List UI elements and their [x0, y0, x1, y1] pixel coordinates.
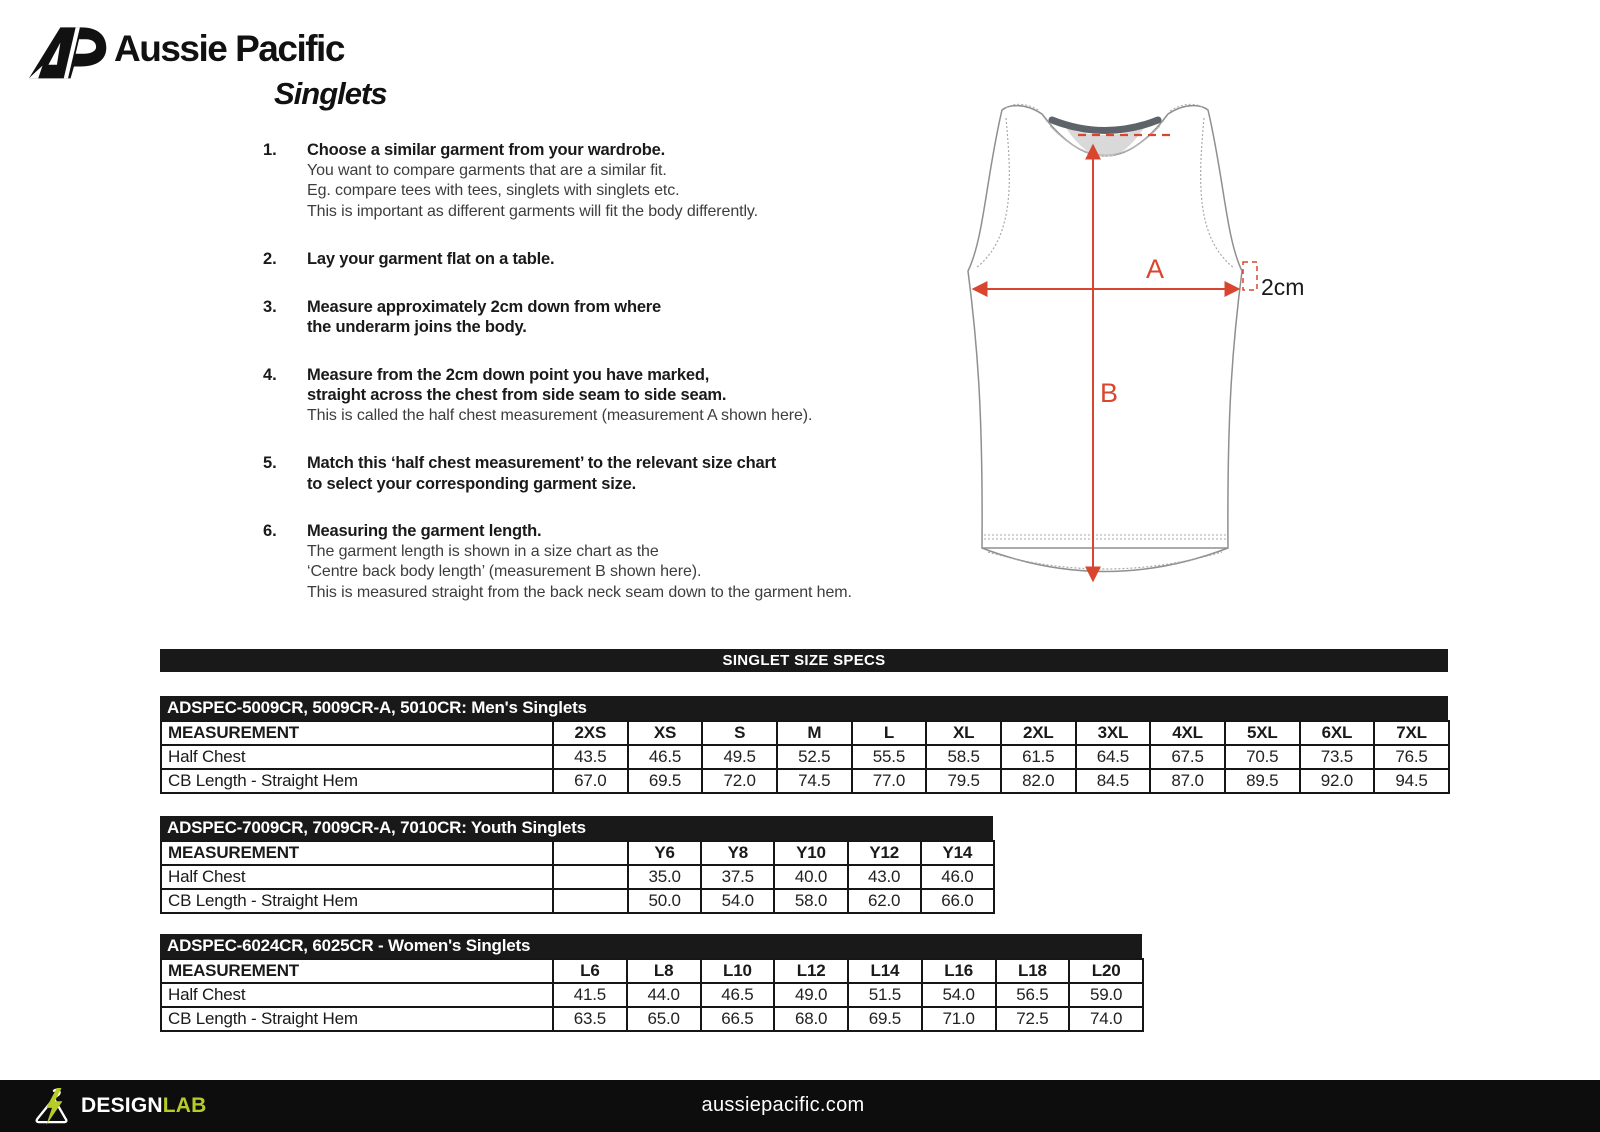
- instruction-bold-line: Measuring the garment length.: [307, 522, 542, 540]
- value-cell: 76.5: [1374, 745, 1449, 769]
- designlab-logo: [33, 1086, 206, 1126]
- two-cm-dashed-box: [1243, 262, 1257, 290]
- size-table: [160, 934, 1142, 1032]
- measure-a-label: A: [1146, 254, 1165, 284]
- value-cell: 54.0: [701, 889, 774, 913]
- instruction-item: [263, 140, 903, 222]
- table-title-bar: ADSPEC-5009CR, 5009CR-A, 5010CR: Men's Singlets: [160, 696, 1448, 720]
- instruction-bold-line: straight across the chest from side seam to side seam.: [307, 386, 727, 404]
- instruction-bold-line: Measure approximately 2cm down from where: [307, 297, 661, 316]
- size-header-cell: XS: [628, 721, 703, 745]
- measure-b-label: B: [1100, 378, 1119, 408]
- size-header-cell: L8: [627, 959, 701, 983]
- instruction-bold-line: Measure from the 2cm down point you have marked,: [307, 365, 710, 384]
- value-cell: 50.0: [628, 889, 701, 913]
- value-cell: 87.0: [1150, 769, 1225, 793]
- size-header-cell: 2XL: [1001, 721, 1076, 745]
- size-header-cell: Y6: [628, 841, 701, 865]
- size-header-cell: Y12: [848, 841, 921, 865]
- value-cell: 94.5: [1374, 769, 1449, 793]
- instruction-regular-line: The garment length is shown in a size chart as the: [307, 542, 659, 560]
- value-cell: 62.0: [848, 889, 921, 913]
- instruction-item: [263, 249, 903, 270]
- spacer-cell: [553, 889, 628, 913]
- value-cell: 67.5: [1150, 745, 1225, 769]
- measurement-header-cell: MEASUREMENT: [161, 721, 553, 745]
- instructions-list: [263, 140, 903, 630]
- instruction-text: [307, 140, 758, 222]
- instruction-bold-line: to select your corresponding garment size.: [307, 474, 637, 493]
- value-cell: 44.0: [627, 983, 701, 1007]
- size-header-cell: L18: [996, 959, 1070, 983]
- value-cell: 73.5: [1300, 745, 1375, 769]
- size-header-cell: Y14: [921, 841, 994, 865]
- value-cell: 54.0: [922, 983, 996, 1007]
- instruction-text: [307, 521, 852, 603]
- value-cell: 55.5: [852, 745, 927, 769]
- size-header-cell: M: [777, 721, 852, 745]
- value-cell: 49.5: [702, 745, 777, 769]
- value-cell: 58.0: [774, 889, 847, 913]
- instruction-item: [263, 365, 903, 427]
- value-cell: 82.0: [1001, 769, 1076, 793]
- size-header-cell: 7XL: [1374, 721, 1449, 745]
- instruction-regular-line: You want to compare garments that are a similar fit.: [307, 161, 667, 179]
- value-cell: 56.5: [996, 983, 1070, 1007]
- value-cell: 66.0: [921, 889, 994, 913]
- instruction-number: 2.: [263, 250, 277, 268]
- value-cell: 43.5: [553, 745, 628, 769]
- value-cell: 63.5: [553, 1007, 627, 1031]
- website-link[interactable]: aussiepacific.com: [701, 1094, 865, 1116]
- instruction-number: 1.: [263, 141, 277, 159]
- designlab-word-design: DESIGN: [81, 1094, 163, 1117]
- measurement-header-cell: MEASUREMENT: [161, 959, 553, 983]
- size-header-cell: L20: [1069, 959, 1143, 983]
- value-cell: 72.5: [996, 1007, 1070, 1031]
- value-cell: 35.0: [628, 865, 701, 889]
- value-cell: 58.5: [926, 745, 1001, 769]
- size-header-cell: 6XL: [1300, 721, 1375, 745]
- size-header-cell: 2XS: [553, 721, 628, 745]
- row-label-cell: Half Chest: [161, 865, 553, 889]
- instruction-bold-line: Lay your garment flat on a table.: [307, 250, 555, 268]
- value-cell: 74.5: [777, 769, 852, 793]
- value-cell: 92.0: [1300, 769, 1375, 793]
- instruction-bold-line: the underarm joins the body.: [307, 318, 527, 336]
- instruction-regular-line: This is important as different garments will fit the body differently.: [307, 202, 758, 220]
- value-cell: 41.5: [553, 983, 627, 1007]
- instruction-regular-line: This is measured straight from the back neck seam down to the garment hem.: [307, 583, 852, 601]
- collar-band: [1052, 120, 1158, 131]
- size-table: [160, 696, 1448, 794]
- value-cell: 43.0: [848, 865, 921, 889]
- value-cell: 40.0: [774, 865, 847, 889]
- value-cell: 64.5: [1076, 745, 1151, 769]
- brand-name: Aussie Pacific: [114, 28, 344, 69]
- footer-bar: [0, 1080, 1600, 1132]
- value-cell: 61.5: [1001, 745, 1076, 769]
- spacer-cell: [553, 865, 628, 889]
- value-cell: 84.5: [1076, 769, 1151, 793]
- value-cell: 79.5: [926, 769, 1001, 793]
- size-header-cell: Y8: [701, 841, 774, 865]
- instruction-bold-line: Match this ‘half chest measurement’ to the relevant size chart: [307, 454, 777, 472]
- size-header-cell: 5XL: [1225, 721, 1300, 745]
- instruction-text: [307, 453, 776, 494]
- size-header-cell: L16: [922, 959, 996, 983]
- spacer-cell: [553, 841, 628, 865]
- value-cell: 66.5: [701, 1007, 775, 1031]
- table-row: [161, 889, 994, 913]
- instruction-text: [307, 365, 812, 427]
- table-row: [161, 745, 1449, 769]
- table-row: [161, 1007, 1143, 1031]
- instruction-number: 4.: [263, 365, 277, 384]
- table-title-bar: ADSPEC-7009CR, 7009CR-A, 7010CR: Youth Singlets: [160, 816, 993, 840]
- size-table: [160, 816, 993, 914]
- table-header-row: [161, 959, 1143, 983]
- size-header-cell: L: [852, 721, 927, 745]
- instruction-text: [307, 249, 554, 270]
- value-cell: 68.0: [774, 1007, 848, 1031]
- value-cell: 70.5: [1225, 745, 1300, 769]
- instruction-number: 3.: [263, 297, 277, 316]
- row-label-cell: Half Chest: [161, 745, 553, 769]
- size-header-cell: Y10: [774, 841, 847, 865]
- instruction-item: [263, 521, 903, 603]
- value-cell: 46.5: [628, 745, 703, 769]
- value-cell: 46.5: [701, 983, 775, 1007]
- instruction-regular-line: This is called the half chest measurement (measurement A shown here).: [307, 406, 813, 424]
- value-cell: 49.0: [774, 983, 848, 1007]
- value-cell: 72.0: [702, 769, 777, 793]
- size-header-cell: 4XL: [1150, 721, 1225, 745]
- aussie-pacific-logo-icon: [28, 20, 108, 84]
- hanger-icon: [33, 1086, 71, 1126]
- value-cell: 67.0: [553, 769, 628, 793]
- table-row: [161, 983, 1143, 1007]
- size-header-cell: L10: [701, 959, 775, 983]
- instruction-number: 5.: [263, 454, 277, 472]
- value-cell: 74.0: [1069, 1007, 1143, 1031]
- row-label-cell: CB Length - Straight Hem: [161, 889, 553, 913]
- instruction-item: [263, 297, 903, 338]
- table-header-row: [161, 841, 994, 865]
- value-cell: 69.5: [848, 1007, 922, 1031]
- page-title: Singlets: [274, 76, 387, 111]
- two-cm-label: 2cm: [1261, 274, 1305, 300]
- value-cell: 69.5: [628, 769, 703, 793]
- instruction-number: 6.: [263, 522, 277, 540]
- value-cell: 71.0: [922, 1007, 996, 1031]
- table-title-bar: ADSPEC-6024CR, 6025CR - Women's Singlets: [160, 934, 1142, 958]
- instruction-text: [307, 297, 661, 338]
- size-header-cell: XL: [926, 721, 1001, 745]
- size-header-cell: 3XL: [1076, 721, 1151, 745]
- table-row: [161, 865, 994, 889]
- value-cell: 51.5: [848, 983, 922, 1007]
- instruction-regular-line: ‘Centre back body length’ (measurement B shown here).: [307, 563, 702, 580]
- value-cell: 89.5: [1225, 769, 1300, 793]
- row-label-cell: Half Chest: [161, 983, 553, 1007]
- table-row: [161, 769, 1449, 793]
- value-cell: 59.0: [1069, 983, 1143, 1007]
- row-label-cell: CB Length - Straight Hem: [161, 1007, 553, 1031]
- size-header-cell: S: [702, 721, 777, 745]
- instruction-bold-line: Choose a similar garment from your wardrobe.: [307, 141, 665, 159]
- instruction-regular-line: Eg. compare tees with tees, singlets with singlets etc.: [307, 182, 680, 199]
- value-cell: 37.5: [701, 865, 774, 889]
- size-header-cell: L14: [848, 959, 922, 983]
- value-cell: 52.5: [777, 745, 852, 769]
- value-cell: 65.0: [627, 1007, 701, 1031]
- size-header-cell: L12: [774, 959, 848, 983]
- row-label-cell: CB Length - Straight Hem: [161, 769, 553, 793]
- singlet-diagram: [950, 88, 1310, 600]
- measurement-header-cell: MEASUREMENT: [161, 841, 553, 865]
- size-header-cell: L6: [553, 959, 627, 983]
- value-cell: 77.0: [852, 769, 927, 793]
- designlab-word-lab: LAB: [162, 1094, 207, 1117]
- value-cell: 46.0: [921, 865, 994, 889]
- table-header-row: [161, 721, 1449, 745]
- size-specs-bar: SINGLET SIZE SPECS: [160, 649, 1448, 672]
- instruction-item: [263, 453, 903, 494]
